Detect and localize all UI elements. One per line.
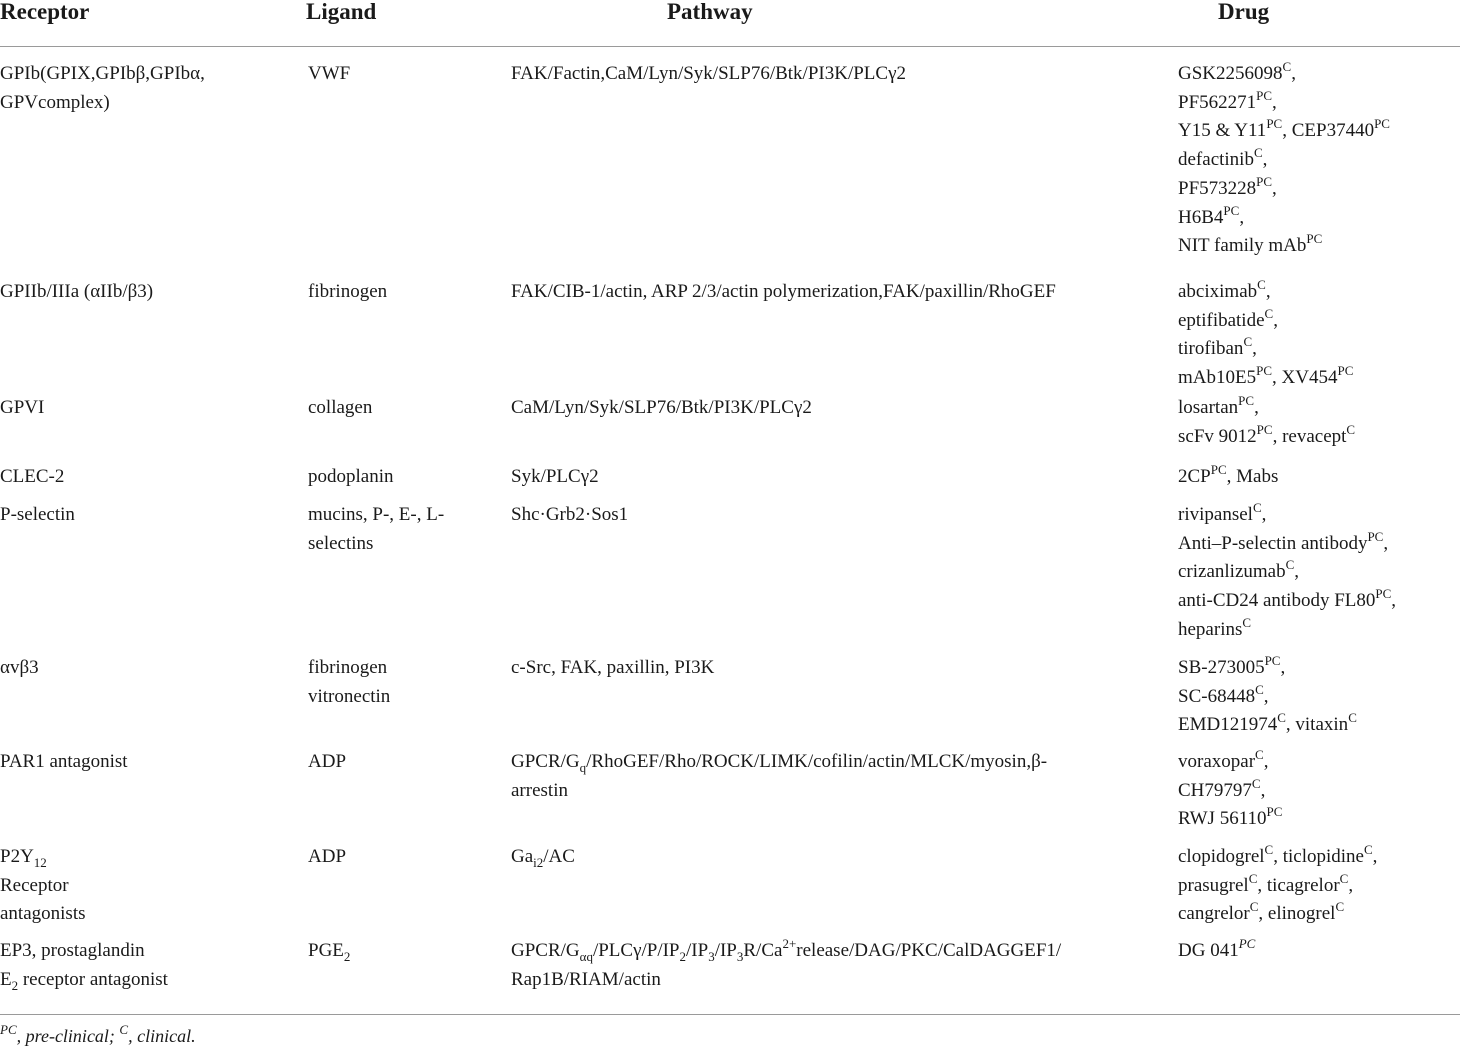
drug-line [1178,60,1460,89]
cell-drug [1178,463,1460,492]
text-segment: GPIb(GPIX,GPIbβ,GPIbα, [0,63,205,84]
drug-line [1178,278,1460,307]
ligand-line [308,278,498,307]
receptor-line [0,748,295,777]
cell-pathway [511,937,1171,994]
drug-line [1178,558,1460,587]
text-segment: podoplanin [308,466,394,487]
receptor-line [0,872,295,901]
ligand-line [308,530,498,559]
cell-pathway [511,463,1171,492]
subscript: 2 [679,949,686,964]
text-segment: EMD121974 [1178,714,1278,736]
text-segment: CLEC-2 [0,466,65,487]
superscript: C [1346,421,1356,437]
pathway-line [511,937,1171,966]
superscript: PC [1256,363,1273,379]
receptor-line [0,278,295,307]
text-segment: fibrinogen [308,657,388,678]
text-segment: , [1261,504,1267,525]
text-segment: RWJ 56110 [1178,808,1267,830]
text-segment: voraxopar [1178,751,1256,772]
text-segment: mucins, P-, E-, L- [308,504,445,525]
text-segment: , [1272,177,1277,199]
cell-ligand [308,501,498,558]
ligand-line [308,843,498,872]
text-segment: rivipansel [1178,504,1253,525]
subscript: 2 [343,949,351,964]
superscript: C [1249,899,1259,915]
text-segment: c-Src, FAK, paxillin, PI3K [511,657,715,678]
text-segment: , [1262,149,1268,171]
cell-pathway [511,394,1171,423]
text-segment: , CEP37440 [1282,120,1375,142]
subscript: q [579,760,587,775]
text-segment: Receptor [0,874,69,896]
cell-pathway [511,748,1171,805]
pathway-line [511,748,1171,777]
cell-receptor [0,501,295,530]
receptor-line [0,966,295,995]
superscript: 2+ [782,936,797,951]
text-segment: cangrelor [1178,903,1250,925]
superscript: C [1335,899,1345,915]
cell-ligand [308,463,498,492]
drug-line [1178,463,1460,492]
ligand-line [308,501,498,530]
cell-receptor [0,278,295,307]
superscript: PC [1256,87,1273,103]
text-segment: SC-68448 [1178,685,1256,707]
cell-ligand [308,654,498,711]
text-segment: PAR1 antagonist [0,751,128,772]
text-segment: , [1291,63,1296,84]
drug-line [1178,204,1460,233]
text-segment: /PLCγ/P/IP [592,940,680,961]
superscript: C [1242,614,1252,630]
footnote-pc-mark: PC [0,1022,17,1037]
text-segment: , [1254,397,1259,418]
text-segment: defactinib [1178,149,1254,171]
text-segment: /IP [714,940,737,961]
superscript: C [1255,681,1264,697]
text-segment: GPCR/G [511,940,580,961]
cell-drug [1178,501,1460,645]
header-pathway: Pathway [667,0,753,24]
ligand-line [308,937,498,966]
drug-line [1178,748,1460,777]
text-segment: arrestin [511,779,568,801]
receptor-line [0,843,295,872]
ligand-line [308,748,498,777]
superscript: C [1363,842,1373,857]
text-segment: prasugrel [1178,874,1249,896]
drug-line [1178,683,1460,712]
text-segment: , XV454 [1272,367,1338,389]
text-segment: E [0,968,12,990]
superscript: PC [1266,116,1283,132]
text-segment: PF562271 [1178,91,1257,113]
cell-drug [1178,394,1460,451]
cell-receptor [0,937,295,994]
cell-ligand [308,278,498,307]
drug-line [1178,394,1460,423]
drug-line [1178,501,1460,530]
header-ligand: Ligand [306,0,377,24]
subscript: 3 [736,949,744,964]
superscript: PC [1266,804,1283,820]
text-segment: abciximab [1178,281,1258,302]
text-segment: , revacept [1272,425,1347,447]
cell-receptor [0,463,295,492]
pathway-line [511,463,1171,492]
text-segment: , elinogrel [1258,903,1336,925]
text-segment: Y15 & Y11 [1178,120,1267,142]
text-segment: , [1273,309,1278,331]
text-segment: GPVI [0,397,45,418]
text-segment: , [1260,779,1266,801]
text-segment: R/Ca [743,940,783,961]
receptor-line [0,89,295,118]
drug-line [1178,805,1460,834]
text-segment: , [1383,532,1389,554]
text-segment: collagen [308,397,373,418]
drug-line [1178,654,1460,683]
text-segment: GPVcomplex) [0,91,110,113]
text-segment: SB-273005 [1178,657,1265,678]
superscript: PC [1223,202,1240,218]
pathway-line [511,777,1171,806]
header-receptor: Receptor [0,0,90,24]
text-segment: heparins [1178,618,1243,640]
text-segment: GPCR/G [511,751,580,772]
drug-line [1178,777,1460,806]
cell-drug [1178,654,1460,740]
pathway-line [511,501,1171,530]
text-segment: , [1372,846,1378,867]
receptor-line [0,900,295,929]
drug-line [1178,117,1460,146]
text-segment: fibrinogen [308,281,388,302]
cell-drug [1178,937,1460,966]
cell-receptor [0,394,295,423]
text-segment: , [1252,338,1257,360]
text-segment: ADP [308,846,347,867]
superscript: C [1252,500,1262,515]
pathway-line [511,60,1171,89]
cell-pathway [511,278,1171,307]
drug-line [1178,900,1460,929]
cell-ligand [308,394,498,423]
text-segment: P-selectin [0,504,75,525]
text-segment: clopidogrel [1178,846,1265,867]
superscript: C [1339,870,1349,886]
receptor-line [0,501,295,530]
table-footnote [0,1022,196,1050]
receptor-line [0,937,295,966]
text-segment: scFv 9012 [1178,425,1257,447]
superscript: C [1282,59,1292,74]
superscript: C [1264,842,1274,857]
text-segment: , ticagrelor [1257,874,1340,896]
cell-receptor [0,843,295,929]
text-segment: losartan [1178,397,1239,418]
footnote-c-text: , clinical. [128,1026,196,1046]
superscript: PC [1264,653,1281,668]
text-segment: Syk/PLCγ2 [511,466,599,487]
cell-drug [1178,843,1460,929]
ligand-line [308,683,498,712]
text-segment: , [1263,685,1269,707]
cell-pathway [511,843,1171,872]
drug-line [1178,335,1460,364]
cell-drug [1178,748,1460,834]
superscript: PC [1238,936,1256,951]
footer-rule [0,1014,1460,1015]
superscript: C [1253,145,1263,161]
text-segment: , [1348,874,1354,896]
drug-line [1178,146,1460,175]
footnote-c-mark: C [119,1022,129,1037]
text-segment: anti-CD24 antibody FL80 [1178,590,1376,612]
subscript: 2 [11,977,19,993]
text-segment: /RhoGEF/Rho/ROCK/LIMK/cofilin/actin/MLCK/myosin,β- [586,751,1048,772]
receptor-line [0,654,295,683]
text-segment: mAb10E5 [1178,367,1257,389]
text-segment: αvβ3 [0,657,39,678]
text-segment: Anti–P-selectin antibody [1178,532,1368,554]
ligand-line [308,463,498,492]
cell-pathway [511,60,1171,89]
drug-line [1178,937,1460,966]
cell-pathway [511,654,1171,683]
text-segment: GPIIb/IIIa (αIIb/β3) [0,281,154,302]
subscript: 3 [708,949,715,964]
pathway-line [511,278,1171,307]
drug-line [1178,423,1460,452]
receptor-line [0,60,295,89]
superscript: C [1255,747,1264,762]
superscript: PC [1375,586,1392,602]
text-segment: , [1391,590,1397,612]
text-segment: 2CP [1178,466,1211,487]
cell-drug [1178,60,1460,261]
text-segment: /AC [543,846,575,867]
superscript: C [1243,334,1253,350]
text-segment: release/DAG/PKC/CalDAGGEF1/ [796,940,1062,961]
text-segment: PF573228 [1178,177,1257,199]
receptor-line [0,463,295,492]
text-segment: PGE [308,940,344,961]
text-segment: /IP [686,940,709,961]
text-segment: , vitaxin [1285,714,1349,736]
text-segment: eptifibatide [1178,309,1265,331]
text-segment: Rap1B/RIAM/actin [511,968,661,990]
pathway-line [511,654,1171,683]
text-segment: FAK/CIB-1/actin, ARP 2/3/actin polymerization,FAK/paxillin/RhoGEF [511,281,1056,302]
text-segment: P2Y [0,846,34,867]
cell-receptor [0,748,295,777]
footnote-pc-text: , pre-clinical; [16,1026,120,1046]
text-segment: crizanlizumab [1178,561,1286,583]
drug-line [1178,232,1460,261]
drug-line [1178,307,1460,336]
drug-line [1178,587,1460,616]
text-segment: CH79797 [1178,779,1252,801]
subscript: i2 [533,855,544,870]
table-header [0,0,1460,47]
superscript: PC [1337,363,1354,379]
superscript: C [1257,277,1266,292]
header-drug: Drug [1218,0,1270,24]
superscript: C [1285,557,1295,573]
drug-line [1178,530,1460,559]
subscript: 12 [33,855,47,870]
text-segment: vitronectin [308,685,391,707]
text-segment: , [1280,657,1286,678]
text-segment: , [1272,91,1277,113]
text-segment: , ticlopidine [1273,846,1364,867]
text-segment: , [1294,561,1300,583]
superscript: PC [1256,421,1273,437]
text-segment: antagonists [0,903,86,925]
text-segment: receptor antagonist [18,968,168,990]
drug-line [1178,843,1460,872]
text-segment: ADP [308,751,347,772]
text-segment: Ga [511,846,534,867]
cell-ligand [308,60,498,89]
text-segment: CaM/Lyn/Syk/SLP76/Btk/PI3K/PLCγ2 [511,397,812,418]
cell-ligand [308,843,498,872]
text-segment: , [1265,281,1271,302]
pathway-line [511,394,1171,423]
pathway-line [511,966,1171,995]
drug-line [1178,364,1460,393]
receptor-line [0,394,295,423]
text-segment: , [1263,751,1269,772]
text-segment: selectins [308,532,374,554]
cell-ligand [308,937,498,966]
cell-ligand [308,748,498,777]
text-segment: Shc·Grb2·Sos1 [511,504,629,525]
text-segment: , Mabs [1226,466,1279,487]
ligand-line [308,654,498,683]
text-segment: EP3, prostaglandin [0,940,145,961]
drug-line [1178,616,1460,645]
superscript: C [1251,775,1261,791]
text-segment: DG 041 [1178,940,1239,961]
text-segment: VWF [308,63,351,84]
superscript: PC [1238,393,1255,408]
subscript: αq [579,949,593,964]
superscript: PC [1367,528,1384,544]
superscript: PC [1210,462,1227,477]
text-segment: NIT family mAb [1178,235,1307,257]
superscript: PC [1256,173,1273,189]
text-segment: , [1239,206,1245,228]
text-segment: GSK2256098 [1178,63,1283,84]
superscript: C [1277,710,1286,726]
superscript: C [1248,870,1258,886]
superscript: PC [1306,231,1323,247]
cell-drug [1178,278,1460,393]
text-segment: H6B4 [1178,206,1224,228]
drug-line [1178,175,1460,204]
superscript: C [1348,710,1357,726]
superscript: PC [1374,116,1390,132]
drug-line [1178,711,1460,740]
ligand-line [308,394,498,423]
cell-receptor [0,654,295,683]
drug-line [1178,89,1460,118]
text-segment: FAK/Factin,CaM/Lyn/Syk/SLP76/Btk/PI3K/PLCγ2 [511,63,906,84]
cell-pathway [511,501,1171,530]
ligand-line [308,60,498,89]
superscript: C [1264,305,1274,321]
pathway-line [511,843,1171,872]
text-segment: tirofiban [1178,338,1244,360]
cell-receptor [0,60,295,117]
drug-line [1178,872,1460,901]
